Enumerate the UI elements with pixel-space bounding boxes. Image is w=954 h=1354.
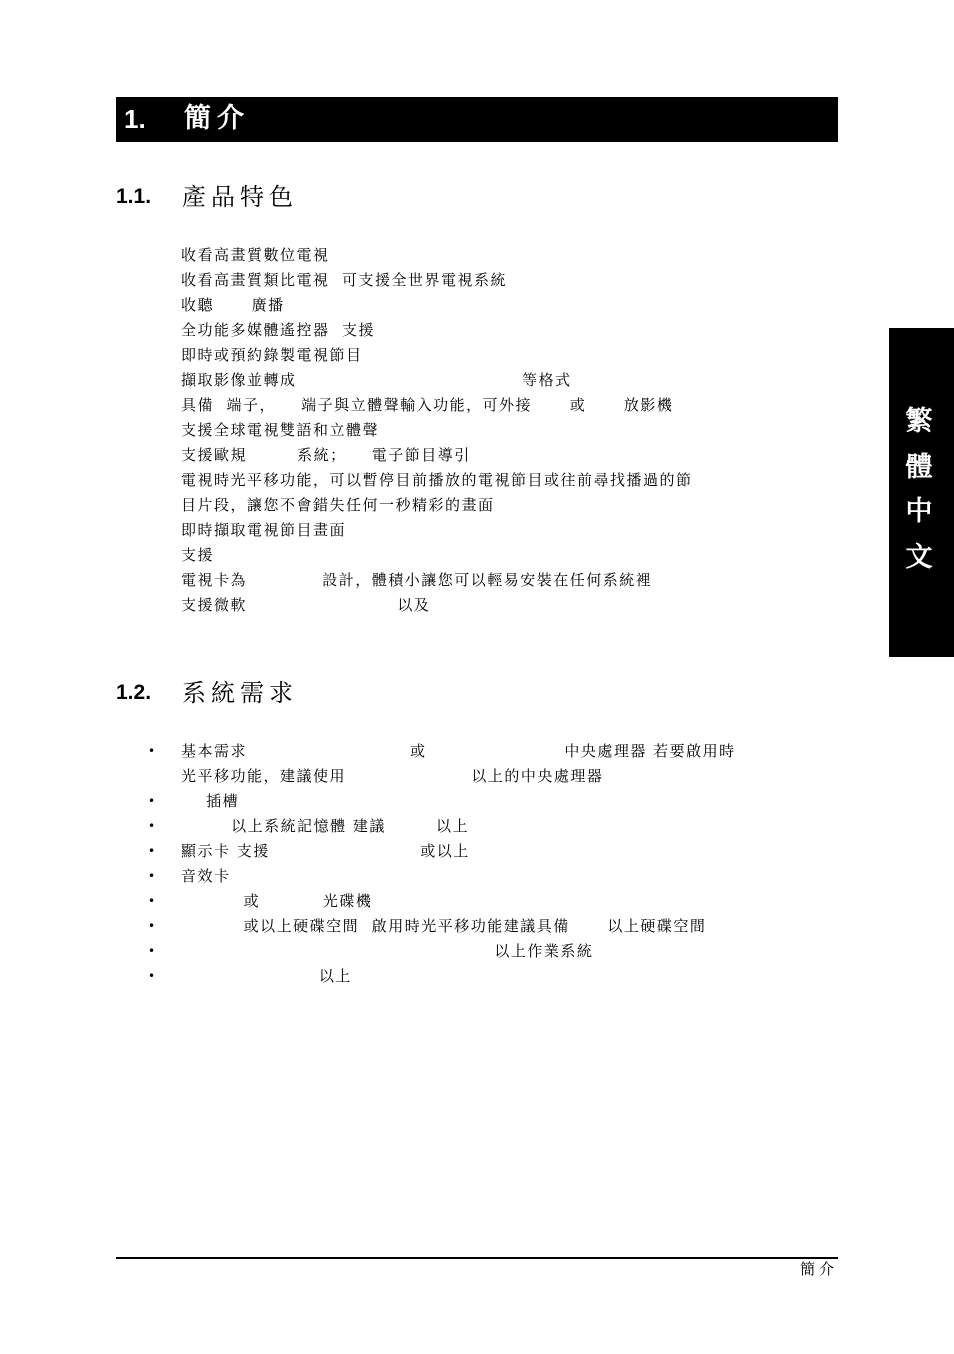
footer-rule	[116, 1257, 838, 1259]
language-side-tab	[889, 328, 954, 657]
feature-item: 收看高畫質數位電視	[181, 246, 330, 264]
requirement-item	[148, 964, 736, 989]
feature-item: 具備 端子， 端子與立體聲輸入功能，可外接 或 放影機	[181, 396, 674, 414]
feature-item: 即時擷取電視節目畫面	[181, 521, 347, 539]
bullet-icon: •	[148, 744, 157, 758]
requirement-text: 顯示卡 支援 或以上	[181, 842, 470, 860]
feature-item: 擷取影像並轉成 等格式	[181, 371, 572, 389]
requirement-item	[148, 739, 736, 789]
side-tab-char: 文	[905, 542, 933, 573]
requirements-list	[148, 739, 736, 989]
requirement-item	[148, 939, 736, 964]
chapter-number: 1.	[124, 104, 146, 134]
feature-item: 支援微軟 以及	[181, 596, 431, 614]
chapter-title: 簡介	[184, 103, 250, 134]
feature-item: 電視時光平移功能，可以暫停目前播放的電視節目或往前尋找播過的節	[181, 471, 693, 489]
requirement-text: 以上作業系統	[181, 942, 594, 960]
feature-item: 全功能多媒體遙控器 支援	[181, 321, 376, 339]
feature-item: 收看高畫質類比電視 可支援全世界電視系統	[181, 271, 508, 289]
bullet-icon: •	[148, 819, 157, 833]
requirement-text: 音效卡	[181, 867, 231, 885]
section-title: 系統需求	[182, 679, 298, 707]
bullet-icon: •	[148, 894, 157, 908]
requirement-text: 或 光碟機	[181, 892, 373, 910]
footer-page-label: 簡介	[799, 1260, 838, 1278]
bullet-icon: •	[148, 844, 157, 858]
feature-list	[181, 243, 693, 618]
bullet-icon: •	[148, 869, 157, 883]
requirement-text: 光平移功能，建議使用 以上的中央處理器	[181, 767, 604, 785]
requirement-item	[148, 814, 736, 839]
requirement-text: 以上系統記憶體 建議 以上	[181, 817, 470, 835]
side-tab-char: 中	[905, 496, 933, 527]
requirement-item	[148, 914, 736, 939]
feature-item: 目片段，讓您不會錯失任何一秒精彩的畫面	[181, 496, 495, 514]
feature-item: 電視卡為 設計，體積小讓您可以輕易安裝在任何系統裡	[181, 571, 653, 589]
feature-item: 即時或預約錄製電視節目	[181, 346, 363, 364]
chapter-header-bar	[116, 97, 838, 142]
requirement-item	[148, 789, 736, 814]
requirement-text: 基本需求 或 中央處理器 若要啟用時	[181, 742, 736, 760]
section-title: 產品特色	[182, 183, 298, 211]
requirement-item	[148, 839, 736, 864]
bullet-icon: •	[148, 944, 157, 958]
side-tab-char: 體	[905, 452, 933, 483]
section-number: 1.1.	[116, 185, 152, 208]
bullet-icon: •	[148, 919, 157, 933]
bullet-icon: •	[148, 794, 157, 808]
feature-item: 收聽 廣播	[181, 296, 285, 314]
feature-item: 支援全球電視雙語和立體聲	[181, 421, 380, 439]
requirement-item	[148, 889, 736, 914]
requirement-text: 以上	[181, 967, 352, 985]
requirement-item	[148, 864, 736, 889]
section-number: 1.2.	[116, 681, 152, 704]
side-tab-char: 繁	[905, 406, 933, 437]
requirement-text: 插槽	[181, 792, 240, 810]
feature-item: 支援	[181, 546, 215, 564]
bullet-icon: •	[148, 969, 157, 983]
requirement-text: 或以上硬碟空間 啟用時光平移功能建議具備 以上硬碟空間	[181, 917, 707, 935]
feature-item: 支援歐規 系統； 電子節目導引	[181, 446, 471, 464]
